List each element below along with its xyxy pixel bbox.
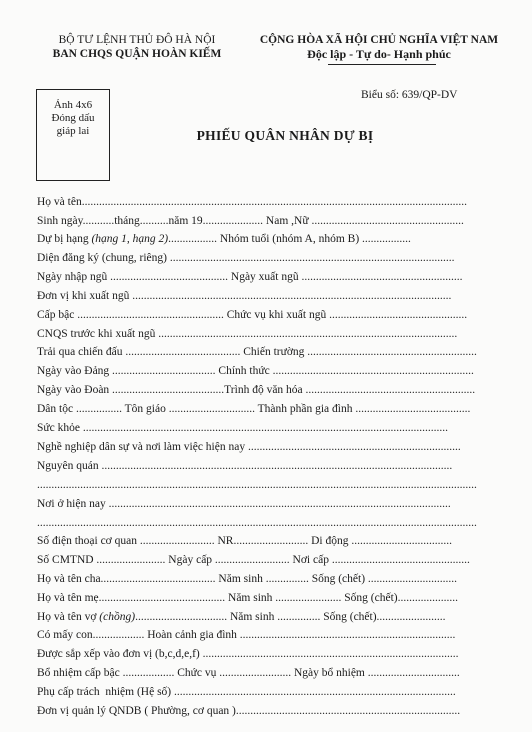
form-field-row[interactable] bbox=[37, 308, 467, 322]
motto-underline bbox=[328, 64, 436, 65]
field-text: Họ và tên cha........................................ Năm sinh ............... Sống (chết) ............................... bbox=[37, 573, 458, 585]
photo-box bbox=[36, 89, 110, 181]
form-field-row[interactable] bbox=[37, 704, 460, 718]
field-text: Số CMTND ........................ Ngày cấp .......................... Nơi cấp ................................................ bbox=[37, 554, 470, 566]
form-field-row[interactable] bbox=[37, 232, 411, 246]
field-text: Ngày vào Đoàn .......................................Trình độ văn hóa ........................................................... bbox=[37, 384, 476, 396]
form-field-row[interactable] bbox=[37, 289, 451, 303]
form-field-row[interactable] bbox=[37, 459, 452, 473]
form-field-row[interactable] bbox=[37, 327, 457, 341]
form-field-row[interactable] bbox=[37, 195, 467, 209]
field-text: Trải qua chiến đấu ........................................ Chiến trường ........................................................... bbox=[37, 346, 477, 358]
form-field-row[interactable] bbox=[37, 553, 470, 567]
field-text: Được sắp xếp vào đơn vị (b,c,d,e,f) ......................................................................................... bbox=[37, 648, 459, 660]
form-field-row[interactable] bbox=[37, 478, 477, 492]
field-text: Sức khỏe ............................................................................................................................... bbox=[37, 422, 448, 434]
field-text: Có mấy con.................. Hoàn cảnh gia đình ........................................................................... bbox=[37, 629, 456, 641]
form-field-row[interactable] bbox=[37, 364, 474, 378]
field-text: Đơn vị quản lý QNDB ( Phường, cơ quan ).............................................................................. bbox=[37, 705, 461, 717]
field-text: Họ và tên...................................................................................................................................... bbox=[37, 196, 467, 208]
photo-box-line-1: Ảnh 4x6 bbox=[53, 99, 93, 111]
field-text: Bổ nhiệm cấp bậc .................. Chức vụ ......................... Ngày bổ nhiệm ................................ bbox=[37, 667, 460, 679]
field-text: Ngày nhập ngũ ......................................... Ngày xuất ngũ ........................................................ bbox=[37, 271, 463, 283]
field-text: ................................ Năm sinh ............... Sống (chết)........................ bbox=[135, 611, 446, 623]
form-field-row[interactable] bbox=[37, 251, 454, 265]
form-field-row[interactable] bbox=[37, 516, 477, 530]
photo-box-line-2: Đóng dấu bbox=[51, 112, 95, 124]
field-text: Dân tộc ................ Tôn giáo .............................. Thành phần gia đình ........................................ bbox=[37, 403, 471, 415]
field-text: Họ và tên mẹ............................................ Năm sinh ....................... Sống (chết)..................... bbox=[37, 592, 458, 604]
form-field-row[interactable] bbox=[37, 383, 475, 397]
form-field-row[interactable] bbox=[37, 628, 455, 642]
form-title: PHIẾU QUÂN NHÂN DỰ BỊ bbox=[196, 128, 374, 143]
form-field-row[interactable] bbox=[37, 685, 456, 699]
field-text: Diện đăng ký (chung, riêng) ................................................................................................... bbox=[37, 252, 455, 264]
country-name: CỘNG HÒA XÃ HỘI CHỦ NGHĨA VIỆT NAM bbox=[259, 34, 499, 46]
photo-box-line-3: giáp lai bbox=[56, 125, 90, 137]
field-text: Nghề nghiệp dân sự và nơi làm việc hiện nay .......................................................................... bbox=[37, 441, 461, 453]
field-text: ......................................................................................................................................................... bbox=[37, 517, 477, 529]
form-field-row[interactable] bbox=[37, 497, 451, 511]
field-text: Ngày vào Đảng .................................... Chính thức ...................................................................... bbox=[37, 365, 474, 377]
motto: Độc lập - Tự do- Hạnh phúc bbox=[307, 47, 451, 61]
authority-line-2: BAN CHQS QUẬN HOÀN KIẾM bbox=[52, 48, 222, 60]
form-field-row[interactable] bbox=[37, 572, 457, 586]
form-field-row[interactable] bbox=[37, 345, 477, 359]
field-text: Phụ cấp trách nhiệm (Hệ số) .................................................................................................. bbox=[37, 686, 456, 698]
form-field-row[interactable] bbox=[37, 534, 452, 548]
form-code: Biểu số: 639/QP-DV bbox=[361, 89, 458, 101]
field-text: Họ và tên vợ bbox=[37, 611, 100, 623]
issuing-authority bbox=[42, 33, 232, 61]
form-field-row[interactable] bbox=[37, 270, 462, 284]
authority-line-1: BỘ TƯ LỆNH THỦ ĐÔ HÀ NỘI bbox=[58, 34, 216, 46]
form-field-row[interactable] bbox=[37, 402, 470, 416]
field-text: ......................................................................................................................................................... bbox=[37, 479, 477, 491]
form-field-row[interactable] bbox=[37, 440, 461, 454]
form-field-row[interactable] bbox=[37, 666, 460, 680]
field-text: Nguyên quán .......................................................................................................................... bbox=[37, 460, 453, 472]
field-text: Đơn vị khi xuất ngũ ............................................................................................................... bbox=[37, 290, 452, 302]
field-text: (hạng 1, hạng 2) bbox=[91, 233, 169, 245]
field-text: Cấp bậc ................................................... Chức vụ khi xuất ngũ ................................................ bbox=[37, 309, 468, 321]
form-field-row[interactable] bbox=[37, 647, 459, 661]
field-text: Số điện thoại cơ quan .......................... NR.......................... Di động ................................... bbox=[37, 535, 452, 547]
field-text: Sinh ngày...........tháng..........năm 19..................... Nam ,Nữ ..................................................... bbox=[37, 215, 464, 227]
field-text: Dự bị hạng bbox=[37, 233, 92, 245]
field-text: Nơi ở hiện nay ....................................................................................................................... bbox=[37, 498, 451, 510]
field-text: (chồng) bbox=[99, 611, 136, 623]
field-text: CNQS trước khi xuất ngũ ........................................................................................................ bbox=[37, 328, 458, 340]
form-field-row[interactable] bbox=[37, 214, 464, 228]
form-field-row[interactable] bbox=[37, 610, 446, 624]
form-field-row[interactable] bbox=[37, 591, 458, 605]
national-motto bbox=[256, 33, 502, 61]
form-field-row[interactable] bbox=[37, 421, 448, 435]
field-text: ................. Nhóm tuổi (nhóm A, nhóm B) ................. bbox=[168, 233, 411, 245]
